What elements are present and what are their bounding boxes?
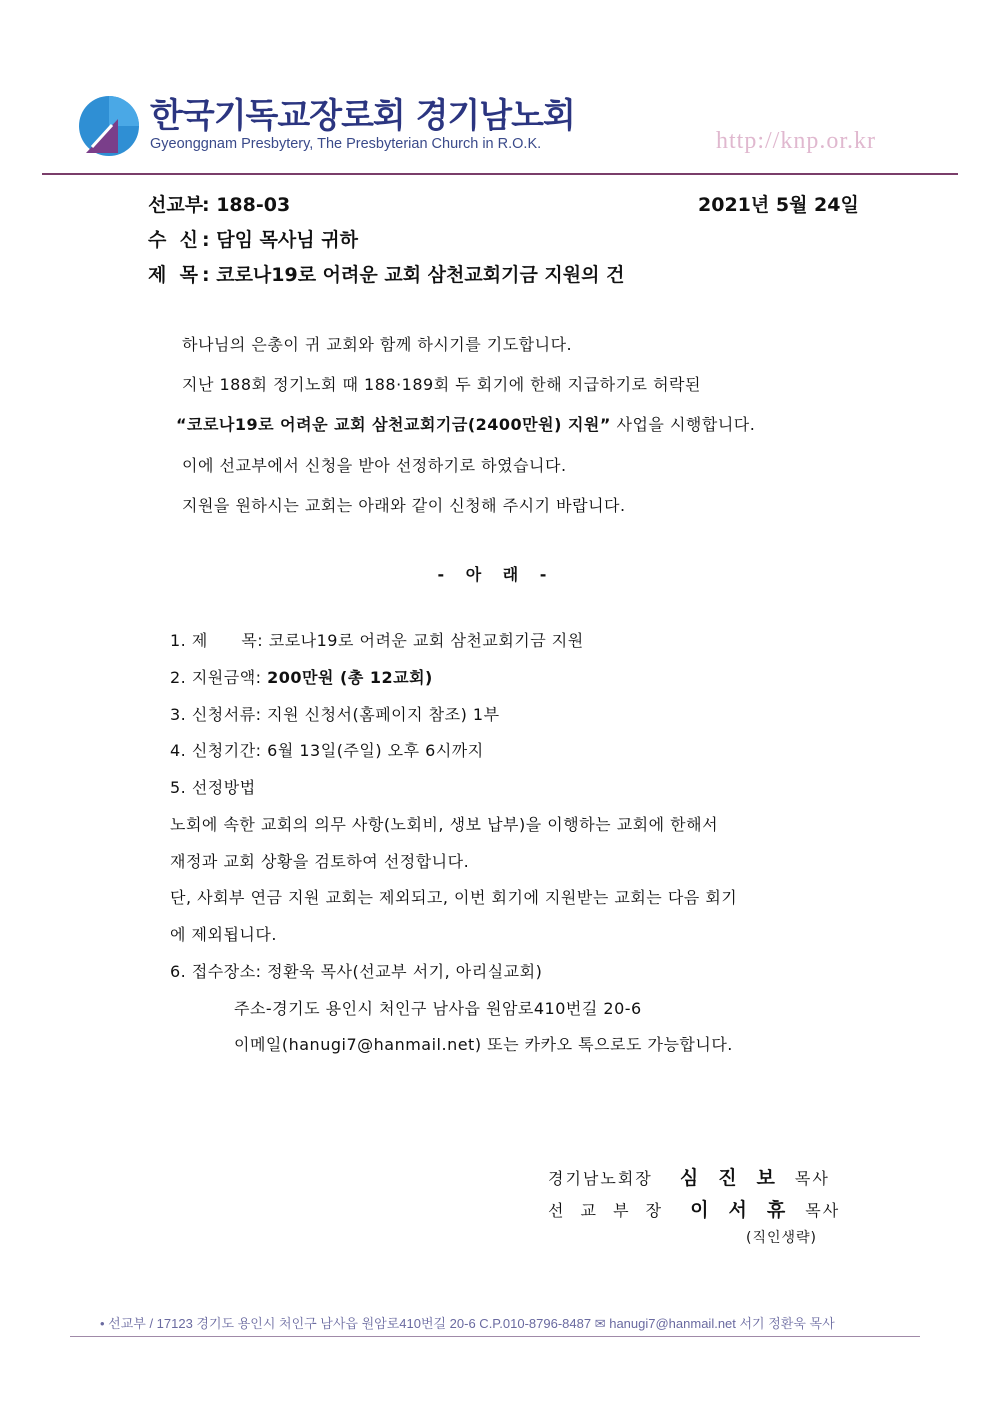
presbytery-logo <box>78 95 140 157</box>
selection-text-2: 재정과 교회 상황을 검토하여 선정합니다. <box>170 852 470 871</box>
mission-director-name: 이서휴 <box>690 1199 806 1221</box>
body-line-4: 이에 선교부에서 신청을 받아 선정하기로 하였습니다. <box>182 456 567 475</box>
document-number-label: 선교부 <box>148 194 204 216</box>
body-line-3-rest: 사업을 시행합니다. <box>610 415 756 434</box>
document-number: : 188-03 <box>202 194 291 216</box>
subject-label: 제 목 <box>148 264 198 286</box>
item-subject: 1. 제 목: 코로나19로 어려운 교회 삼천교회기금 지원 <box>170 631 584 650</box>
body-line-2: 지난 188회 정기노회 때 188·189회 두 회기에 한해 지급하기로 허락된 <box>182 375 701 394</box>
item-reception: 6. 접수장소: 정환욱 목사(선교부 서기, 아리실교회) <box>170 962 543 981</box>
section-heading: - 아 래 - <box>437 565 555 584</box>
moderator-role: 목사 <box>794 1169 830 1188</box>
body-line-5: 지원을 원하시는 교회는 아래와 같이 신청해 주시기 바랍니다. <box>182 496 626 515</box>
item-period: 4. 신청기간: 6월 13일(주일) 오후 6시까지 <box>170 741 484 760</box>
body-line-3 <box>176 412 755 435</box>
organization-name: 한국기독교장로회 경기남노회 <box>150 96 575 136</box>
logo-circle-icon <box>78 95 140 157</box>
organization-english-name: Gyeonggnam Presbytery, The Presbyterian Church in R.O.K. <box>150 136 542 152</box>
footer-divider <box>70 1336 920 1337</box>
seal-omitted-note: (직인생략) <box>746 1230 818 1246</box>
body-line-1: 하나님의 은총이 귀 교회와 함께 하시기를 기도합니다. <box>182 335 573 354</box>
recipient-label: 수 신 <box>148 229 198 251</box>
reception-email: 이메일(hanugi7@hanmail.net) 또는 카카오 톡으로도 가능합니다. <box>234 1035 733 1054</box>
subject-line <box>148 260 624 287</box>
selection-text-3: 단, 사회부 연금 지원 교회는 제외되고, 이번 회기에 지원받는 교회는 다음 회기 <box>170 888 738 907</box>
item-amount-value: 200만원 (총 12교회) <box>267 668 433 687</box>
recipient-line <box>148 225 358 252</box>
selection-text-1: 노회에 속한 교회의 의무 사항(노회비, 생보 납부)을 이행하는 교회에 한해서 <box>170 815 719 834</box>
document-number-line <box>148 190 290 217</box>
recipient-value: : 담임 목사님 귀하 <box>202 229 358 251</box>
item-amount <box>170 665 433 688</box>
signature-moderator <box>548 1163 830 1190</box>
website-link[interactable]: http://knp.or.kr <box>716 128 876 154</box>
program-title: “코로나19로 어려운 교회 삼천교회기금(2400만원) 지원” <box>176 415 611 434</box>
selection-text-4: 에 제외됩니다. <box>170 925 277 944</box>
document-date: 2021년 5월 24일 <box>698 194 859 216</box>
item-selection-method: 5. 선정방법 <box>170 778 256 797</box>
item-documents: 3. 신청서류: 지원 신청서(홈페이지 참조) 1부 <box>170 705 500 724</box>
mission-director-title: 선 교 부 장 <box>548 1201 668 1220</box>
reception-address: 주소-경기도 용인시 처인구 남사읍 원암로410번길 20-6 <box>234 999 642 1018</box>
mission-director-role: 목사 <box>805 1201 841 1220</box>
header-divider <box>42 173 958 175</box>
moderator-title: 경기남노회장 <box>548 1169 653 1188</box>
footer-contact: • 선교부 / 17123 경기도 용인시 처인구 남사읍 원암로410번길 20-6 C.P.010-8796-8487 ✉ hanugi7@hanmail.net 서기 정환욱 목사 <box>100 1316 835 1331</box>
signature-mission-director <box>548 1195 840 1222</box>
moderator-name: 심진보 <box>679 1167 795 1189</box>
subject-value: : 코로나19로 어려운 교회 삼천교회기금 지원의 건 <box>202 264 625 286</box>
item-amount-label: 2. 지원금액: <box>170 668 268 687</box>
